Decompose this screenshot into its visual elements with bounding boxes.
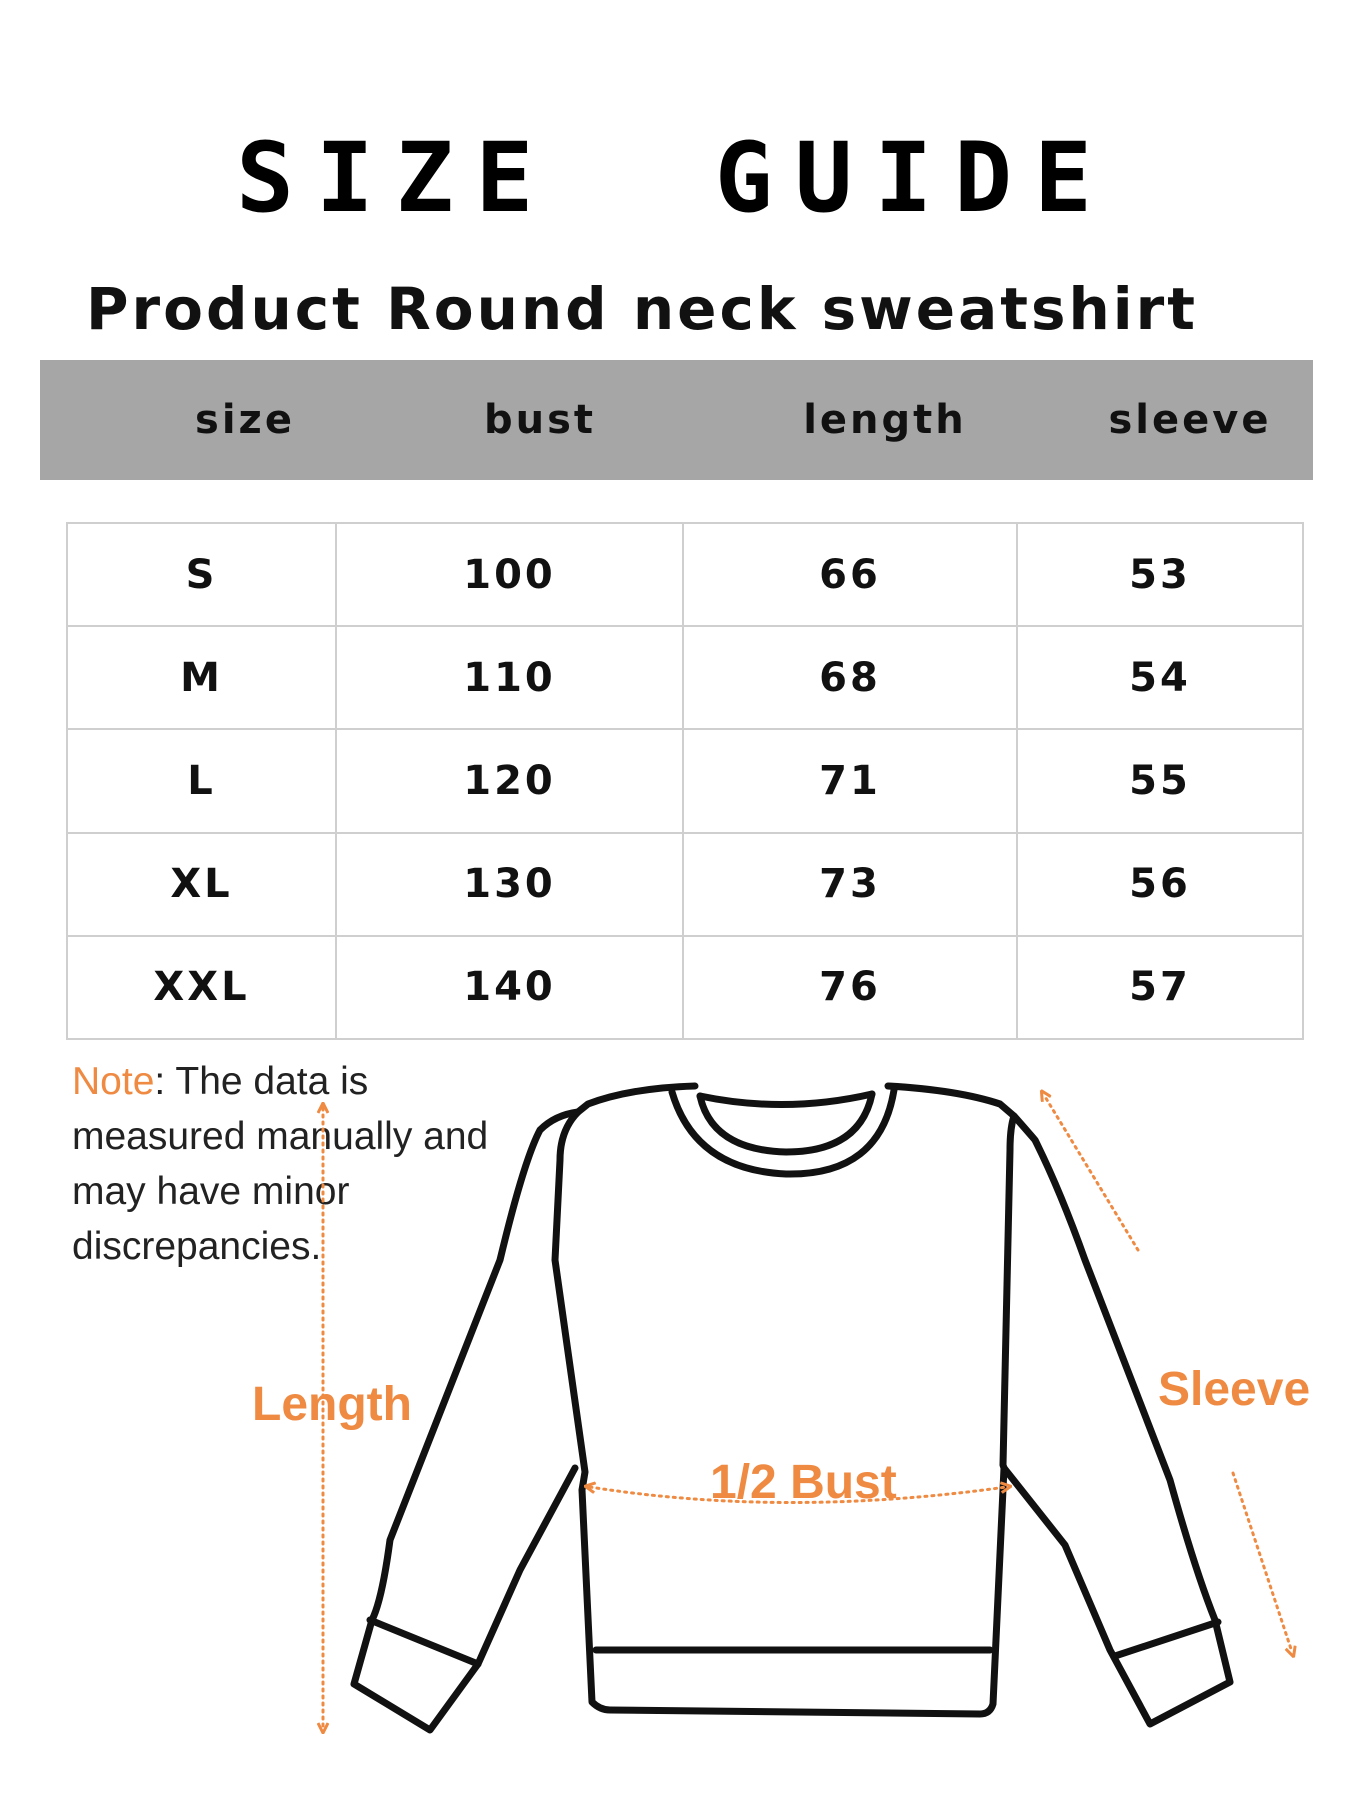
cell-bust: 100 xyxy=(336,523,683,626)
cell-length: 66 xyxy=(683,523,1017,626)
sweatshirt-body-outline xyxy=(555,1086,1014,1714)
left-cuff-line xyxy=(370,1620,478,1664)
note-separator: : xyxy=(154,1060,166,1103)
sleeve-arrow-upper xyxy=(1044,1095,1138,1250)
table-row xyxy=(67,729,1303,832)
cell-sleeve: 54 xyxy=(1017,626,1303,729)
header-sleeve: sleeve xyxy=(1108,397,1272,443)
page-title: SIZE GUIDE xyxy=(236,122,1114,234)
cell-sleeve: 55 xyxy=(1017,729,1303,832)
cell-size: S xyxy=(67,523,336,626)
cell-bust: 120 xyxy=(336,729,683,832)
right-cuff-line xyxy=(1115,1622,1218,1656)
cell-size: L xyxy=(67,729,336,832)
sleeve-label: Sleeve xyxy=(1158,1363,1311,1416)
header-bust: bust xyxy=(483,397,597,443)
cell-bust: 110 xyxy=(336,626,683,729)
header-length: length xyxy=(803,397,967,443)
note-label: Note xyxy=(72,1060,155,1103)
cell-length: 68 xyxy=(683,626,1017,729)
size-table xyxy=(66,522,1304,1040)
cell-size: XL xyxy=(67,833,336,936)
bust-label: 1/2 Bust xyxy=(710,1456,897,1509)
cell-bust: 140 xyxy=(336,936,683,1039)
cell-length: 71 xyxy=(683,729,1017,832)
cell-sleeve: 53 xyxy=(1017,523,1303,626)
cell-size: M xyxy=(67,626,336,729)
collar-top xyxy=(700,1094,872,1105)
cell-length: 73 xyxy=(683,833,1017,936)
cell-sleeve: 56 xyxy=(1017,833,1303,936)
table-row xyxy=(67,936,1303,1039)
sweatshirt-diagram xyxy=(0,1040,1350,1800)
table-row xyxy=(67,523,1303,626)
note-text: The data is measured manually and may have minor discrepancies. xyxy=(72,1060,489,1268)
product-name: Product Round neck sweatshirt xyxy=(86,275,1198,343)
table-row xyxy=(67,626,1303,729)
sleeve-arrow-lower xyxy=(1233,1473,1292,1652)
cell-size: XXL xyxy=(67,936,336,1039)
table-row xyxy=(67,833,1303,936)
cell-bust: 130 xyxy=(336,833,683,936)
header-size: size xyxy=(195,397,295,443)
cell-sleeve: 57 xyxy=(1017,936,1303,1039)
length-label: Length xyxy=(252,1378,412,1431)
table-header xyxy=(40,360,1313,480)
cell-length: 76 xyxy=(683,936,1017,1039)
